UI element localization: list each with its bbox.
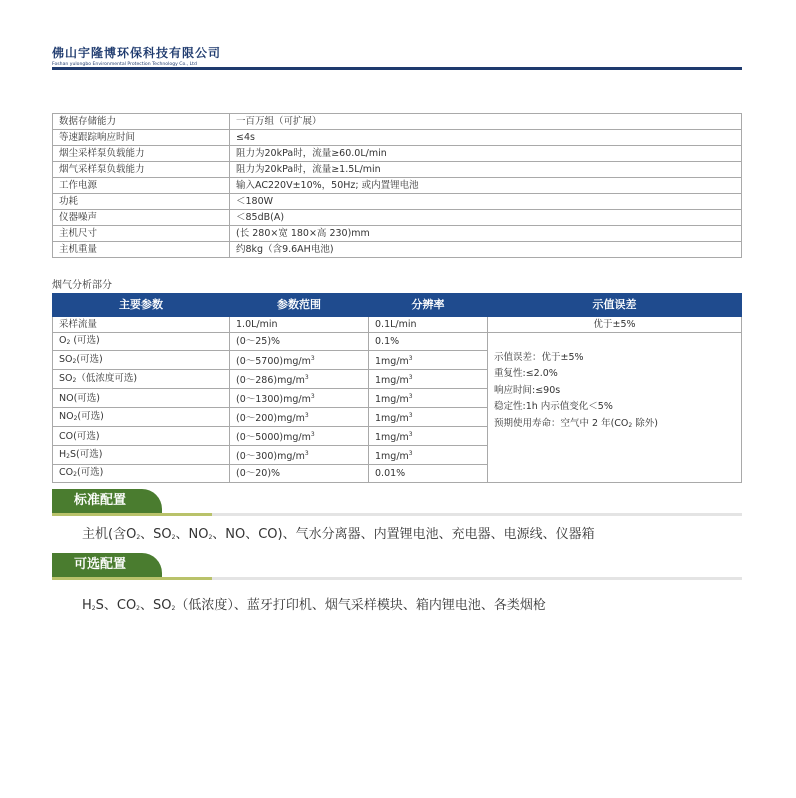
gas-name-sub: 2 bbox=[72, 376, 77, 384]
error-note-line: 重复性:≤2.0% bbox=[494, 368, 558, 379]
gas-res-text: 0.01% bbox=[375, 468, 406, 479]
gas-param bbox=[53, 389, 230, 408]
gas-range-text: (0～25)% bbox=[236, 336, 281, 347]
lifetime-after: 除外) bbox=[632, 417, 658, 429]
gas-name: H bbox=[59, 448, 67, 460]
gas-name-rest: （低浓度可选) bbox=[76, 372, 138, 384]
gas-row bbox=[53, 317, 742, 333]
spec-value: (长 280×宽 180×高 230)mm bbox=[230, 226, 742, 242]
gas-param bbox=[53, 465, 230, 483]
gas-name-rest: (可选) bbox=[70, 335, 100, 346]
lifetime-note bbox=[494, 416, 735, 435]
spec-value: 阻力为20kPa时，流量≥60.0L/min bbox=[230, 146, 742, 162]
gas-name: CO(可选) bbox=[59, 430, 100, 442]
config-text-part: 、SO bbox=[140, 527, 172, 542]
gas-range-sup: 3 bbox=[310, 393, 315, 400]
spec-param: 主机尺寸 bbox=[53, 226, 230, 242]
gas-name-sub: 2 bbox=[73, 471, 77, 478]
spec-row bbox=[53, 210, 742, 226]
gas-range-text: (0～20)% bbox=[236, 468, 281, 479]
gas-name-rest: (可选) bbox=[76, 353, 103, 365]
spec-row bbox=[53, 242, 742, 258]
gas-range bbox=[230, 427, 369, 446]
spec-row bbox=[53, 146, 742, 162]
gas-name-rest: (可选) bbox=[77, 410, 104, 422]
config-text-sub: 2 bbox=[136, 605, 140, 612]
lifetime-before: 预期使用寿命：空气中 2 年(CO bbox=[494, 417, 629, 429]
standard-config-text bbox=[82, 523, 595, 542]
gas-range-text: (0～200)mg/m bbox=[236, 413, 305, 424]
gas-name-rest: (可选) bbox=[76, 467, 104, 478]
gas-res-text: 1mg/m bbox=[375, 356, 409, 367]
gas-param bbox=[53, 351, 230, 370]
gas-resolution bbox=[369, 351, 488, 370]
spec-param: 烟尘采样泵负载能力 bbox=[53, 146, 230, 162]
gas-name-sub: 2 bbox=[66, 339, 71, 346]
spec-param: 数据存储能力 bbox=[53, 114, 230, 130]
spec-param: 等速跟踪响应时间 bbox=[53, 130, 230, 146]
spec-value: 一百万组（可扩展） bbox=[230, 114, 742, 130]
gas-name: SO bbox=[59, 353, 73, 365]
gas-range bbox=[230, 465, 369, 483]
config-text-part: 、NO bbox=[175, 527, 209, 542]
gas-range-sup: 3 bbox=[304, 450, 309, 457]
gas-cell: 1.0L/min bbox=[230, 317, 369, 333]
gas-name: CO bbox=[59, 467, 74, 478]
gas-param bbox=[53, 333, 230, 351]
spec-param: 功耗 bbox=[53, 194, 230, 210]
config-text-part: 、SO bbox=[140, 598, 172, 613]
gas-range bbox=[230, 370, 369, 389]
gas-name: O bbox=[59, 335, 67, 346]
spec-param: 仪器噪声 bbox=[53, 210, 230, 226]
config-text-sub: 2 bbox=[171, 534, 176, 541]
company-header bbox=[52, 44, 221, 67]
gas-name-rest: S(可选) bbox=[69, 448, 103, 460]
gas-range-text: (0～5000)mg/m bbox=[236, 432, 311, 443]
gas-range-text: (0～300)mg/m bbox=[236, 451, 305, 462]
gas-res-text: 1mg/m bbox=[375, 394, 409, 405]
spec-row bbox=[53, 226, 742, 242]
gas-range-sup: 3 bbox=[310, 431, 315, 438]
error-note-line: 稳定性:1h 内示值变化＜5% bbox=[494, 401, 613, 412]
gas-name-sub: 2 bbox=[66, 452, 70, 460]
spec-row bbox=[53, 130, 742, 146]
gas-name: NO(可选) bbox=[59, 392, 100, 404]
gas-res-sup: 3 bbox=[408, 412, 413, 419]
standard-config-title: 标准配置 bbox=[52, 489, 162, 513]
gas-range-sup: 3 bbox=[304, 374, 309, 381]
gas-range bbox=[230, 389, 369, 408]
gas-name: NO bbox=[59, 410, 74, 422]
config-text-sub: 2 bbox=[171, 605, 176, 612]
config-text-sub: 2 bbox=[208, 534, 213, 541]
gas-res-sup: 3 bbox=[408, 374, 413, 381]
error-note-line: 示值误差：优于±5% bbox=[494, 351, 584, 363]
optional-config-title: 可选配置 bbox=[52, 553, 162, 577]
gas-param bbox=[53, 370, 230, 389]
gas-res-text: 1mg/m bbox=[375, 413, 409, 424]
gas-res-sup: 3 bbox=[408, 355, 413, 362]
optional-config-section bbox=[52, 553, 742, 583]
error-note-line: 响应时间:≤90s bbox=[494, 384, 561, 396]
gas-range bbox=[230, 446, 369, 465]
gas-param bbox=[53, 427, 230, 446]
config-text-part: H bbox=[82, 598, 92, 613]
gas-name-sub: 2 bbox=[72, 357, 77, 365]
gas-range-sup: 3 bbox=[304, 412, 309, 419]
gas-res-text: 1mg/m bbox=[375, 432, 409, 443]
config-text-part: S、CO bbox=[95, 598, 137, 613]
gas-name-sub: 2 bbox=[73, 414, 78, 422]
gas-res-sup: 3 bbox=[408, 393, 413, 400]
config-text-part: （低浓度）、蓝牙打印机、烟气采样模块、箱内锂电池、各类烟枪 bbox=[175, 598, 546, 613]
spec-value: ≤4s bbox=[230, 130, 742, 146]
gas-range bbox=[230, 351, 369, 370]
spec-row bbox=[53, 162, 742, 178]
gas-resolution bbox=[369, 446, 488, 465]
spec-value: ＜85dB(A) bbox=[230, 210, 742, 226]
gas-resolution bbox=[369, 389, 488, 408]
spec-value: 输入AC220V±10%，50Hz; 或内置锂电池 bbox=[230, 178, 742, 194]
gas-range-text: (0～1300)mg/m bbox=[236, 394, 311, 405]
gas-resolution bbox=[369, 333, 488, 351]
gas-resolution bbox=[369, 427, 488, 446]
tab-underline bbox=[52, 513, 217, 516]
config-text-sub: 2 bbox=[91, 605, 96, 612]
gas-range bbox=[230, 408, 369, 427]
spec-param: 主机重量 bbox=[53, 242, 230, 258]
gas-res-text: 1mg/m bbox=[375, 451, 409, 462]
spec-value: ＜180W bbox=[230, 194, 742, 210]
gas-range-text: (0～5700)mg/m bbox=[236, 356, 311, 367]
gas-param bbox=[53, 408, 230, 427]
spec-row bbox=[53, 178, 742, 194]
gas-resolution bbox=[369, 408, 488, 427]
spec-value: 约8kg（含9.6AH电池) bbox=[230, 242, 742, 258]
spec-row bbox=[53, 114, 742, 130]
gas-res-sup: 3 bbox=[408, 431, 413, 438]
gas-row bbox=[53, 333, 742, 351]
lifetime-sub: 2 bbox=[628, 421, 633, 429]
gas-range bbox=[230, 333, 369, 351]
gas-resolution bbox=[369, 465, 488, 483]
spec-param: 烟气采样泵负载能力 bbox=[53, 162, 230, 178]
spec-param: 工作电源 bbox=[53, 178, 230, 194]
gas-name: SO bbox=[59, 372, 73, 384]
tab-divider-line bbox=[212, 577, 742, 580]
gas-range-text: (0～286)mg/m bbox=[236, 375, 305, 386]
spec-value: 阻力为20kPa时，流量≥1.5L/min bbox=[230, 162, 742, 178]
gas-res-sup: 3 bbox=[408, 450, 413, 457]
gas-range-sup: 3 bbox=[310, 355, 315, 362]
gas-res-text: 1mg/m bbox=[375, 375, 409, 386]
gas-header-cell: 主要参数 bbox=[53, 294, 230, 317]
spec-row bbox=[53, 194, 742, 210]
gas-section-label: 烟气分析部分 bbox=[52, 280, 112, 291]
tab-divider-line bbox=[212, 513, 742, 516]
company-name-cn: 佛山宇隆博环保科技有限公司 bbox=[52, 46, 222, 60]
gas-resolution bbox=[369, 370, 488, 389]
gas-header-cell: 分辨率 bbox=[369, 294, 488, 317]
company-name-en: Foshan yulongbo Environmental Protection Technology Co., Ltd bbox=[52, 62, 197, 67]
gas-analysis-table bbox=[52, 293, 742, 483]
gas-param bbox=[53, 446, 230, 465]
standard-config-section bbox=[52, 489, 742, 519]
tab-underline bbox=[52, 577, 217, 580]
error-notes-cell bbox=[488, 333, 742, 483]
spec-table bbox=[52, 113, 742, 258]
gas-cell: 优于±5% bbox=[488, 317, 742, 333]
gas-header-cell: 示值误差 bbox=[488, 294, 742, 317]
error-note-line bbox=[494, 333, 735, 350]
gas-cell: 采样流量 bbox=[53, 317, 230, 333]
config-text-part: 主机(含O bbox=[82, 527, 137, 542]
header-divider bbox=[52, 67, 742, 70]
config-text-part: 、NO、CO)、气水分离器、内置锂电池、充电器、电源线、仪器箱 bbox=[212, 527, 595, 542]
config-text-sub: 2 bbox=[136, 534, 141, 541]
gas-header-cell: 参数范围 bbox=[230, 294, 369, 317]
gas-cell: 0.1L/min bbox=[369, 317, 488, 333]
optional-config-text bbox=[82, 594, 546, 613]
gas-res-text: 0.1% bbox=[375, 336, 400, 347]
